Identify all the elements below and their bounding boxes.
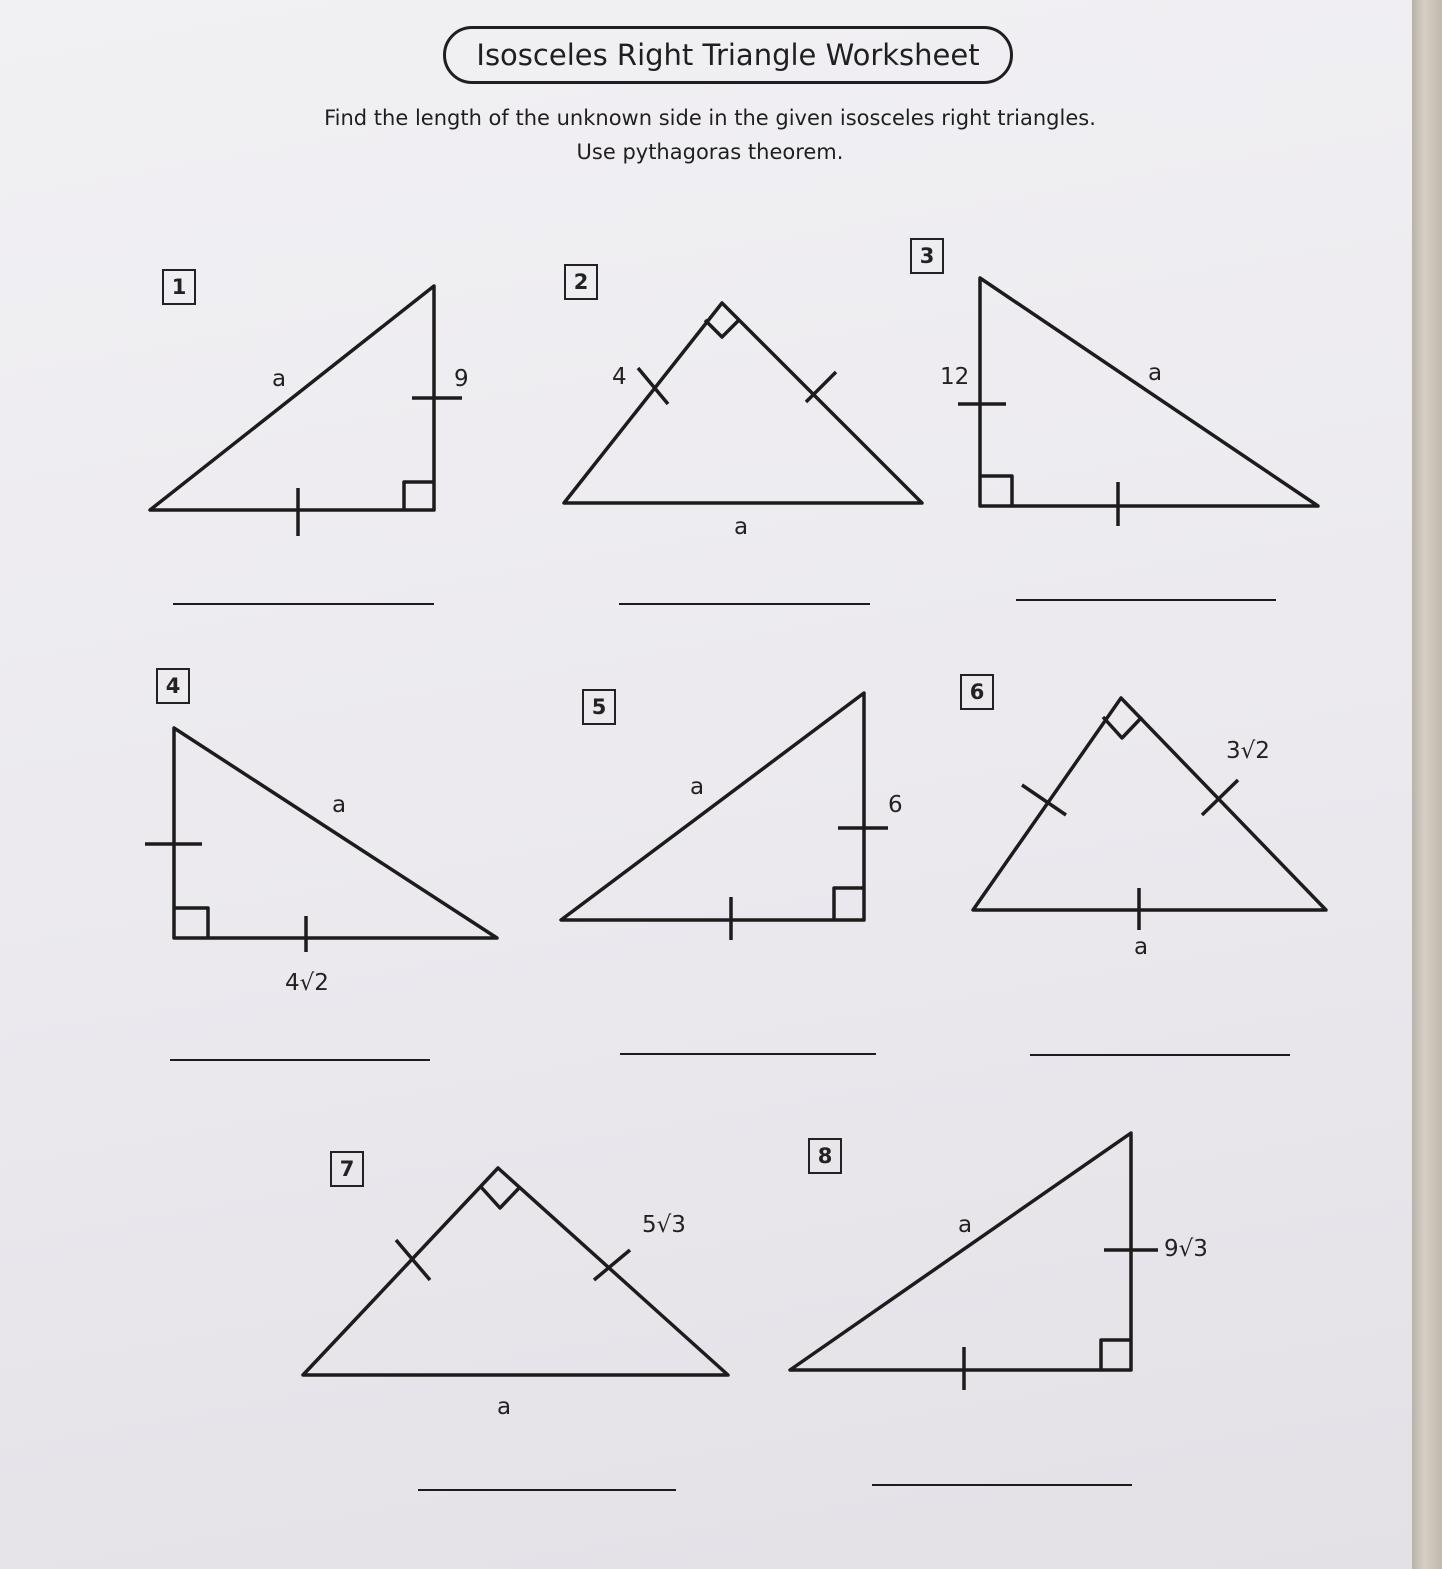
problem-number-3: 3	[910, 238, 944, 274]
triangle-1	[150, 286, 462, 536]
answer-blank-2[interactable]	[619, 580, 870, 606]
label-4-hyp: a	[332, 792, 347, 818]
instruction-line-2: Use pythagoras theorem.	[576, 140, 844, 164]
problem-number-4: 4	[156, 668, 190, 704]
problem-number-1: 1	[162, 269, 196, 305]
answer-blank-8[interactable]	[872, 1461, 1132, 1487]
label-1-leg: 9	[454, 366, 469, 392]
instruction-line-1: Find the length of the unknown side in the given isosceles right triangles.	[324, 106, 1096, 130]
label-8-hyp: a	[958, 1212, 973, 1238]
label-6-leg: 3√2	[1226, 738, 1270, 764]
label-7-hyp: a	[497, 1394, 512, 1420]
label-4-leg: 4√2	[285, 970, 329, 996]
label-2-leg: 4	[612, 364, 627, 390]
problem-number-6: 6	[960, 674, 994, 710]
triangle-7	[303, 1168, 728, 1375]
answer-blank-3[interactable]	[1016, 576, 1276, 602]
answer-blank-1[interactable]	[173, 580, 434, 606]
problem-number-5: 5	[582, 689, 616, 725]
page-title: Isosceles Right Triangle Worksheet	[476, 38, 980, 72]
problem-number-8: 8	[808, 1138, 842, 1174]
triangle-8	[790, 1133, 1158, 1390]
answer-blank-4[interactable]	[170, 1036, 430, 1062]
answer-blank-6[interactable]	[1030, 1031, 1290, 1057]
triangle-4	[145, 728, 497, 952]
answer-blank-5[interactable]	[620, 1030, 876, 1056]
label-3-leg: 12	[940, 364, 970, 390]
label-8-leg: 9√3	[1164, 1236, 1208, 1262]
problem-number-7: 7	[330, 1151, 364, 1187]
label-7-leg: 5√3	[642, 1212, 686, 1238]
answer-blank-7[interactable]	[418, 1466, 676, 1492]
label-2-hyp: a	[734, 514, 749, 540]
triangle-5	[561, 693, 888, 940]
triangle-3	[958, 278, 1318, 526]
label-6-hyp: a	[1134, 934, 1149, 960]
label-5-leg: 6	[888, 792, 903, 818]
label-1-hyp: a	[272, 366, 287, 392]
triangle-6	[973, 698, 1326, 930]
label-3-hyp: a	[1148, 360, 1163, 386]
label-5-hyp: a	[690, 774, 705, 800]
problem-number-2: 2	[564, 264, 598, 300]
triangle-2	[564, 303, 922, 503]
